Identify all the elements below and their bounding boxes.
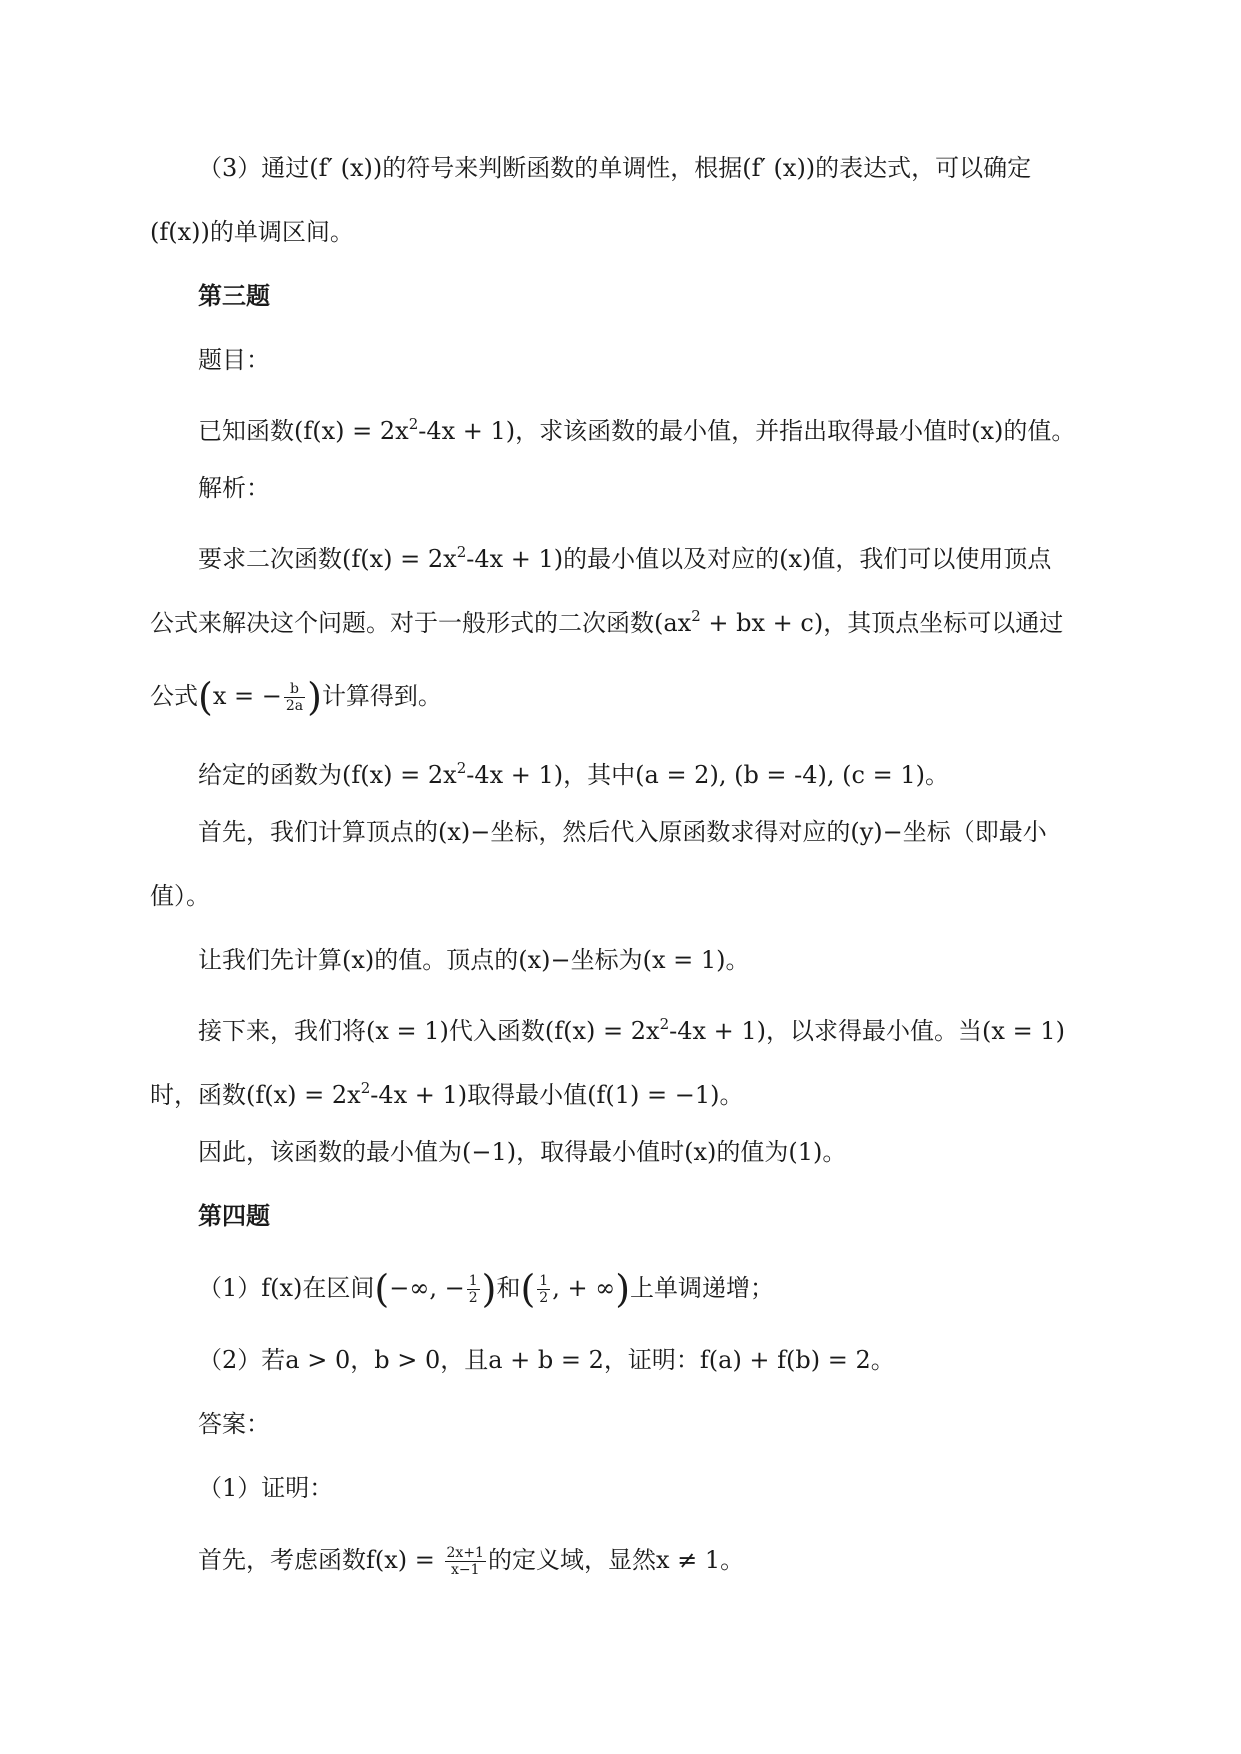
- label-analysis: 解析：: [198, 474, 270, 502]
- fraction-one-half-b: $\frac{1}{2}$: [539, 1273, 549, 1306]
- fraction-2x1-over-x1: $\frac{2x+1}{x-1}$: [446, 1545, 484, 1578]
- substitute-line2: 时，函数$(f(x) = 2x^2-4x + 1)$取得最小值(f(1) = −1)。: [150, 1079, 744, 1109]
- compute-x-line: 让我们先计算(x)的值。顶点的(x)−坐标为(x = 1)。: [198, 946, 750, 974]
- analysis-line2: 公式来解决这个问题。对于一般形式的二次函数($ax^2$ + bx + c)，其顶点坐标可以通过: [150, 607, 1064, 637]
- label-question: 题目：: [198, 346, 270, 374]
- first-step-line2: 值）。: [150, 882, 210, 910]
- paragraph-step3-line1: （3）通过(f′ (x))的符号来判断函数的单调性，根据(f′ (x))的表达式，可以确定: [198, 154, 1032, 182]
- domain-line: 首先，考虑函数f(x) = $\frac{2x+1}{x-1}$ 的定义域，显然x ≠ 1。: [198, 1545, 745, 1578]
- question-4-part2: （2）若a > 0，b > 0，且a + b = 2，证明：f(a) + f(b) = 2。: [198, 1346, 895, 1374]
- proof-label: （1）证明：: [198, 1474, 334, 1502]
- analysis-line1: 要求二次函数$(f(x) = 2x^2-4x + 1)$的最小值以及对应的(x)值，我们可以使用顶点: [198, 543, 1052, 573]
- question-4-part1: （1）f(x)在区间(−∞, − $\frac{1}{2}$ )和( $\frac{1}{2}$ , + ∞)上单调递增；: [198, 1267, 775, 1311]
- label-answer: 答案：: [198, 1410, 270, 1438]
- vertex-formula-line: 公式(x = − $\frac{b}{2a}$ )计算得到。: [150, 675, 442, 719]
- given-function-line: 给定的函数为$(f(x) = 2x^2-4x + 1)$，其中(a = 2), (b = -4), (c = 1)。: [198, 759, 949, 789]
- substitute-line1: 接下来，我们将(x = 1)代入函数$(f(x) = 2x^2-4x + 1)$，以求得最小值。当(x = 1): [198, 1015, 1065, 1045]
- first-step-line1: 首先，我们计算顶点的(x)−坐标，然后代入原函数求得对应的(y)−坐标（即最小: [198, 818, 1047, 846]
- fraction-one-half-a: $\frac{1}{2}$: [468, 1273, 478, 1306]
- fraction-b-over-2a: $\frac{b}{2a}$: [285, 681, 304, 714]
- question-3-text: 已知函数$(f(x) = 2x^2-4x + 1)$，求该函数的最小值，并指出取得最小值时(x)的值。: [198, 415, 1076, 445]
- conclusion-line: 因此，该函数的最小值为(−1)，取得最小值时(x)的值为(1)。: [198, 1138, 847, 1166]
- heading-question-4: 第四题: [198, 1202, 270, 1230]
- paragraph-step3-line2: (f(x))的单调区间。: [150, 218, 354, 246]
- heading-question-3: 第三题: [198, 282, 270, 310]
